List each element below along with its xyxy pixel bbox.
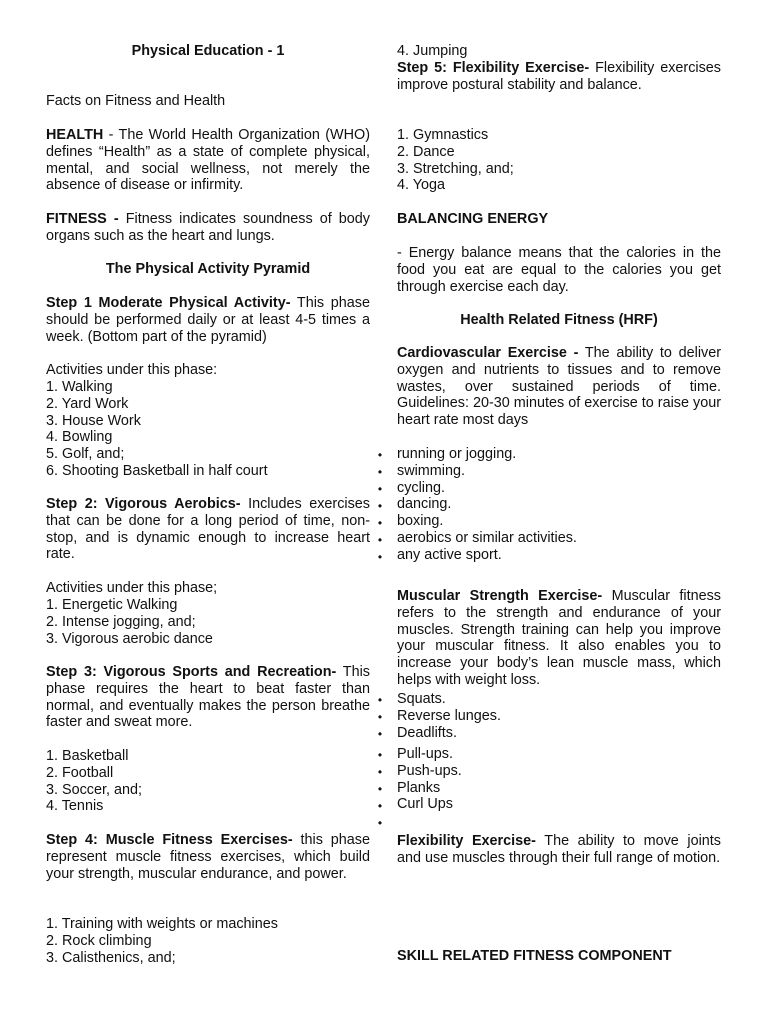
bullet-icon: • [377, 482, 383, 496]
step5-list [397, 127, 721, 194]
step5-text: Flexibility exercises improve postural stability and balance. [397, 60, 721, 93]
list-item: 1. Training with weights or machines [46, 916, 278, 932]
bullet-icon: • [377, 799, 383, 813]
list-item: Deadlifts. [397, 724, 457, 741]
bullet-icon: • [377, 748, 383, 762]
skill-related-heading: SKILL RELATED FITNESS COMPONENT [397, 948, 672, 964]
fitness-text: Fitness indicates soundness of body organs such as the heart and lungs. [46, 211, 371, 244]
bullet-icon: • [377, 533, 383, 547]
document-title: Physical Education - 1 [131, 43, 285, 59]
bullet-icon: • [377, 693, 383, 707]
muscular-paragraph [397, 588, 721, 689]
flexibility-text: The ability to move joints and use muscles through their full range of motion. [397, 833, 721, 866]
step4-continued: 4. Jumping [397, 43, 468, 59]
health-text: - The World Health Organization (WHO) defines “Health” as a state of complete physical, mental, and social wellness, not merely the absence of disease or infirmity. [46, 127, 370, 194]
list-item: 4. Bowling [46, 429, 113, 446]
list-item: 6. Shooting Basketball in half court [46, 462, 268, 479]
list-item: Pull-ups. [397, 746, 453, 762]
bullet-icon: • [377, 499, 383, 513]
list-item: 2. Football [46, 764, 114, 781]
list-item: 4. Yoga [397, 177, 446, 194]
muscular-text: Muscular fitness refers to the strength and endurance of your muscles. Strength training can help you improve your muscular fitness. It also enables you to increase your body’s lean muscle mass, which helps with weight loss. [397, 588, 721, 688]
list-item: Planks [397, 779, 441, 796]
health-label: HEALTH [46, 127, 104, 143]
list-item: cycling. [397, 479, 445, 496]
bullet-icon: • [377, 448, 383, 462]
balancing-energy-text: - Energy balance means that the calories in the food you eat are equal to the calories you get through exercise each day. [397, 245, 721, 295]
list-item: swimming. [397, 462, 465, 479]
step3-paragraph [46, 664, 370, 731]
muscular-label: Muscular Strength Exercise- [397, 588, 603, 604]
pyramid-title: The Physical Activity Pyramid [105, 261, 311, 277]
cardio-list [397, 446, 721, 564]
step1-paragraph [46, 295, 370, 345]
list-item: aerobics or similar activities. [397, 529, 577, 546]
list-item: 3. House Work [46, 412, 141, 429]
bullet-icon: • [377, 550, 383, 564]
bullet-icon: • [377, 782, 383, 796]
step2-text: Includes exercises that can be done for a long period of time, non-stop, and is dynamic enough to increase heart rate. [46, 496, 370, 563]
bullet-icon: • [377, 465, 383, 479]
list-item: dancing. [397, 496, 452, 513]
bullet-icon: • [377, 727, 383, 741]
step5-paragraph [397, 60, 721, 94]
list-item: 5. Golf, and; [46, 446, 125, 463]
bullet-icon: • [377, 710, 383, 724]
step1-text: This phase should be performed daily or at least 4-5 times a week. (Bottom part of the pyramid) [46, 295, 370, 345]
list-item: boxing. [397, 513, 444, 530]
step2-label: Step 2: Vigorous Aerobics- [46, 496, 241, 512]
step5-label: Step 5: Flexibility Exercise- [397, 60, 590, 76]
step1-list-intro: Activities under this phase: [46, 362, 218, 378]
cardio-paragraph [397, 345, 721, 429]
list-item: 1. Basketball [46, 748, 129, 764]
list-item: 3. Soccer, and; [46, 781, 142, 798]
step2-paragraph [46, 496, 370, 563]
list-item: 2. Intense jogging, and; [46, 613, 196, 630]
list-item: running or jogging. [397, 446, 517, 462]
list-item: 1. Energetic Walking [46, 597, 178, 613]
fitness-label: FITNESS - [46, 211, 119, 227]
hrf-heading: Health Related Fitness (HRF) [460, 312, 658, 328]
step4-label: Step 4: Muscle Fitness Exercises- [46, 832, 293, 848]
health-paragraph [46, 127, 370, 194]
list-item: Squats. [397, 691, 446, 707]
balancing-energy-heading: BALANCING ENERGY [397, 211, 549, 227]
list-item: 3. Vigorous aerobic dance [46, 630, 213, 647]
list-item: Reverse lunges. [397, 707, 501, 724]
list-item: 3. Stretching, and; [397, 160, 514, 177]
fitness-paragraph [46, 211, 370, 245]
bullet-icon: • [377, 516, 383, 530]
step4-list [46, 916, 370, 966]
list-item: 1. Gymnastics [397, 127, 489, 143]
list-item: 4. Tennis [46, 798, 104, 815]
muscular-list-b [397, 746, 721, 813]
step3-text: This phase requires the heart to beat faster than normal, and eventually makes the person breathe faster and sweat more. [46, 664, 370, 731]
list-item: 1. Walking [46, 379, 113, 395]
step2-list [46, 597, 370, 647]
list-item: 3. Calisthenics, and; [46, 949, 176, 966]
step4-paragraph [46, 832, 370, 882]
step2-list-intro: Activities under this phase; [46, 580, 218, 596]
cardio-label: Cardiovascular Exercise - [397, 345, 579, 361]
step3-label: Step 3: Vigorous Sports and Recreation- [46, 664, 337, 680]
list-item: 2. Rock climbing [46, 932, 152, 949]
list-item: Curl Ups [397, 796, 453, 813]
bullet-icon: • [377, 765, 383, 779]
bullet-icon: • [377, 816, 383, 830]
step4-text: this phase represent muscle fitness exercises, which build your strength, muscular endurance, and power. [46, 832, 370, 882]
list-item: 2. Dance [397, 143, 455, 160]
flexibility-paragraph [397, 833, 721, 867]
flexibility-label: Flexibility Exercise- [397, 833, 536, 849]
list-item: any active sport. [397, 546, 502, 563]
muscular-list-a [397, 691, 721, 741]
step1-label: Step 1 Moderate Physical Activity- [46, 295, 291, 311]
list-item: Push-ups. [397, 762, 462, 779]
facts-heading: Facts on Fitness and Health [46, 93, 226, 109]
cardio-text: The ability to deliver oxygen and nutrients to tissues and to remove wastes, over sustained periods of time. Guidelines: 20-30 minutes of exercise to raise your heart rate most days [397, 345, 722, 429]
step3-list [46, 748, 370, 815]
list-item: 2. Yard Work [46, 395, 129, 412]
step1-list [46, 379, 370, 480]
